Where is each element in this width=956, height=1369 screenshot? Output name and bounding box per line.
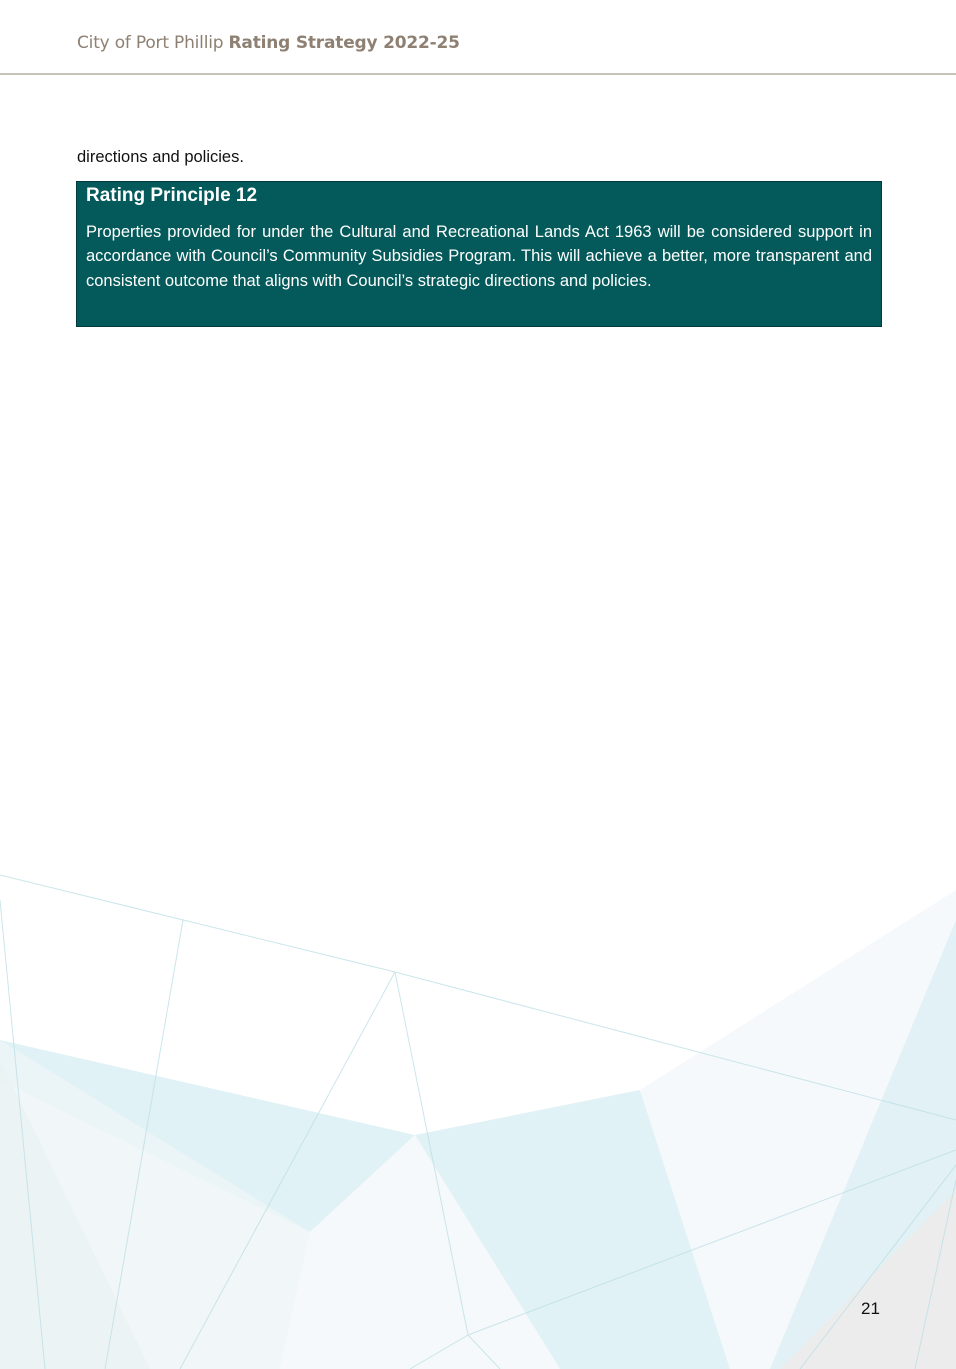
decorative-background: [0, 860, 956, 1369]
document-title-regular: City of Port Phillip: [77, 33, 229, 53]
page-header: [0, 0, 956, 75]
principle-title: Rating Principle 12: [86, 185, 258, 206]
principle-body: Properties provided for under the Cultural and Recreational Lands Act 1963 will be considered support in accordance with Council’s Community Subsidies Program. This will achieve a better, more transparent and consistent outcome that aligns with Council’s strategic directions and policies.: [86, 223, 872, 290]
decor-line: [0, 875, 395, 972]
page-number: 21: [861, 1299, 880, 1318]
document-title: [77, 33, 460, 53]
lead-paragraph: directions and policies.: [77, 148, 244, 166]
rating-principle-box: [76, 181, 882, 327]
document-title-bold: Rating Strategy 2022-25: [228, 33, 460, 53]
